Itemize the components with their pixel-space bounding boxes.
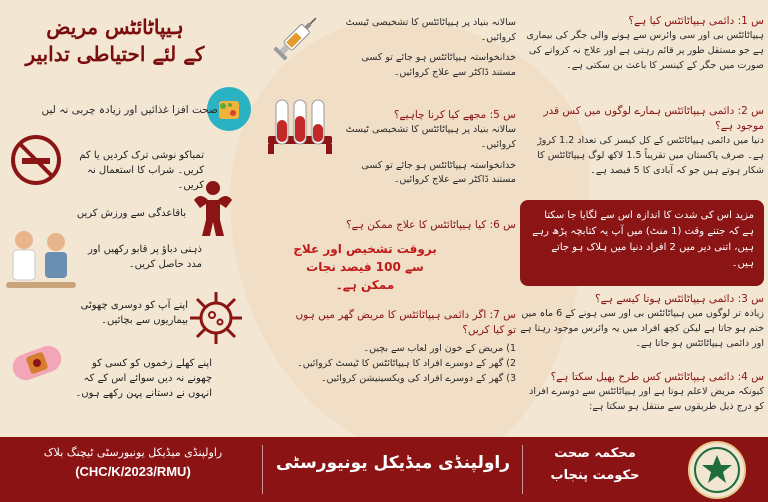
question-7: س 7: اگر دائمی ہیپاٹائٹس کا مریض گھر میں ہوں تو کیا کریں؟ xyxy=(295,309,516,337)
q3-answer: زیادہ تر لوگوں میں ہیپاٹائٹس بی اور سی ہونے کے 6 ماہ میں ختم ہو جاتا ہے لیکن کچھ افراد میں یہ وائرس موجود رہتا ہے اور دائمی ہیپاٹائٹس ہو جاتا ہے۔ xyxy=(520,308,764,349)
footer-teaching-block: راولپنڈی میڈیکل یونیورسٹی ٹیچنگ بلاک xyxy=(43,446,223,459)
q7-answer-3: 3) گھر کے دوسرے افراد کی ویکسینیشن کروائیں۔ xyxy=(320,372,516,384)
question-3: س 3: دائمی ہیپاٹائٹس ہوتا کیسے ہے؟ xyxy=(595,293,764,305)
q7-answer-1: 1) مریض کے خون اور لعاب سے بچیں۔ xyxy=(363,343,516,355)
title-line-1: ہیپاٹائٹس مریض xyxy=(46,15,184,39)
q5-answer-2: خدانخواستہ ہیپاٹائٹس ہو جائے تو کسی مستند ڈاکٹر سے علاج کروائیں۔ xyxy=(361,159,516,186)
diet-tip: صحت افزا غذائیں اور زیادہ چربی نہ لیں xyxy=(41,104,218,116)
footer-university-name: راولپنڈی میڈیکل یونیورسٹی xyxy=(275,453,511,473)
no-smoking-icon xyxy=(10,134,62,190)
doctor-consult-icon xyxy=(4,226,78,300)
question-1: س 1: دائمی ہیپاٹائٹس کیا ہے؟ xyxy=(628,15,764,27)
question-4: س 4: دائمی ہیپاٹائٹس کس طرح پھیل سکتا ہے؟ xyxy=(550,371,764,383)
question-6: س 6: کیا ہیپاٹائٹس کا علاج ممکن ہے؟ xyxy=(346,219,516,231)
tip-stress: ذہنی دباؤ پر قابو رکھیں اور مدد حاصل کریں۔ xyxy=(87,244,202,270)
footer-bar xyxy=(0,437,768,502)
question-2: س 2: دائمی ہیپاٹائٹس ہمارے لوگوں میں کس قدر موجود ہے؟ xyxy=(543,105,764,133)
leaflet-title xyxy=(20,14,210,68)
footer-health-dept: محکمہ صحت xyxy=(554,446,636,461)
q1-answer: ہیپاٹائٹس بی اور سی وائرس سے ہونے والی جگر کی بیماری ہے جو مستقل طور پر قائم رہتی ہے اور علاج نہ کروانے کی صورت میں جگر کے کینسر کا باعث بن سکتی ہے۔ xyxy=(526,30,764,71)
footer-govt-punjab: حکومت پنجاب xyxy=(550,468,640,484)
q4-answer: کیونکہ مریض لاعلم ہوتا ہے اور ہیپاٹائٹس سے دوسرے افراد کو درج ذیل طریقوں سے منتقل ہو سکتا ہے: xyxy=(529,386,764,412)
mid-answer-2: خدانخواستہ ہیپاٹائٹس ہو جائے تو کسی مستند ڈاکٹر سے علاج کروائیں۔ xyxy=(361,52,516,79)
q7-answer-2: 2) گھر کے دوسرے افراد کا ہیپاٹائٹس کا ٹیسٹ کروائیں۔ xyxy=(297,358,516,370)
q5-answer-1: سالانہ بنیاد پر ہیپاٹائٹس کا تشخیصی ٹیسٹ کروائیں۔ xyxy=(345,124,516,150)
tip-minor-illness: اپنے آپ کو دوسری چھوٹی بیماریوں سے بچائیں۔ xyxy=(80,300,188,326)
mid-answer-1: سالانہ بنیاد پر ہیپاٹائٹس کا تشخیصی ٹیسٹ کروائیں۔ xyxy=(345,17,516,43)
bandage-icon xyxy=(6,338,68,392)
syringe-icon xyxy=(266,8,326,72)
death-rate-callout: مزید اس کی شدت کا اندازہ اس سے لگایا جا سکتا ہے کہ جتنے وقت (1 منٹ) میں آپ یہ کتابچہ پڑھ رہے ہیں، اتنی دیر میں 2 افراد دنیا میں ہلاک ہو جاتے ہیں۔ xyxy=(520,200,764,286)
q2-answer: دنیا میں دائمی ہیپاٹائٹس کے کل کیسز کی تعداد 1.2 کروڑ ہے۔ صرف پاکستان میں تقریباً 1.5 لاکھ لوگ ہیپاٹائٹس کا شکار ہوتے ہیں جو کہ آبادی کا 5 فیصد ہے۔ xyxy=(537,135,764,176)
tip-smoking: تمباکو نوشی ترک کردیں یا کم کریں۔ شراب کا استعمال نہ کریں۔ xyxy=(79,150,204,191)
title-line-2: کے لئے احتیاطی تدابیر xyxy=(25,42,205,66)
exercise-icon xyxy=(188,178,238,242)
punjab-govt-logo-icon xyxy=(688,441,746,499)
footer-code: (CHC/K/2023/RMU) xyxy=(75,463,191,479)
tip-wounds: اپنے کھلے زخموں کو کسی کو چھونے نہ دیں سوائے اس کے کہ انہوں نے دستانے پہن رکھے ہوں۔ xyxy=(75,358,212,399)
cure-highlight: بروقت تشخیص اور علاج سے 100 فیصد نجات ممکن ہے۔ xyxy=(293,242,437,292)
footer-department xyxy=(520,443,670,487)
question-5: س 5: مجھے کیا کرنا چاہیے؟ xyxy=(393,109,516,121)
test-tubes-icon xyxy=(264,96,336,160)
footer-divider-left xyxy=(262,445,263,494)
tip-exercise: باقاعدگی سے ورزش کریں xyxy=(76,208,186,219)
footer-institution xyxy=(8,445,258,481)
virus-icon xyxy=(188,290,244,350)
